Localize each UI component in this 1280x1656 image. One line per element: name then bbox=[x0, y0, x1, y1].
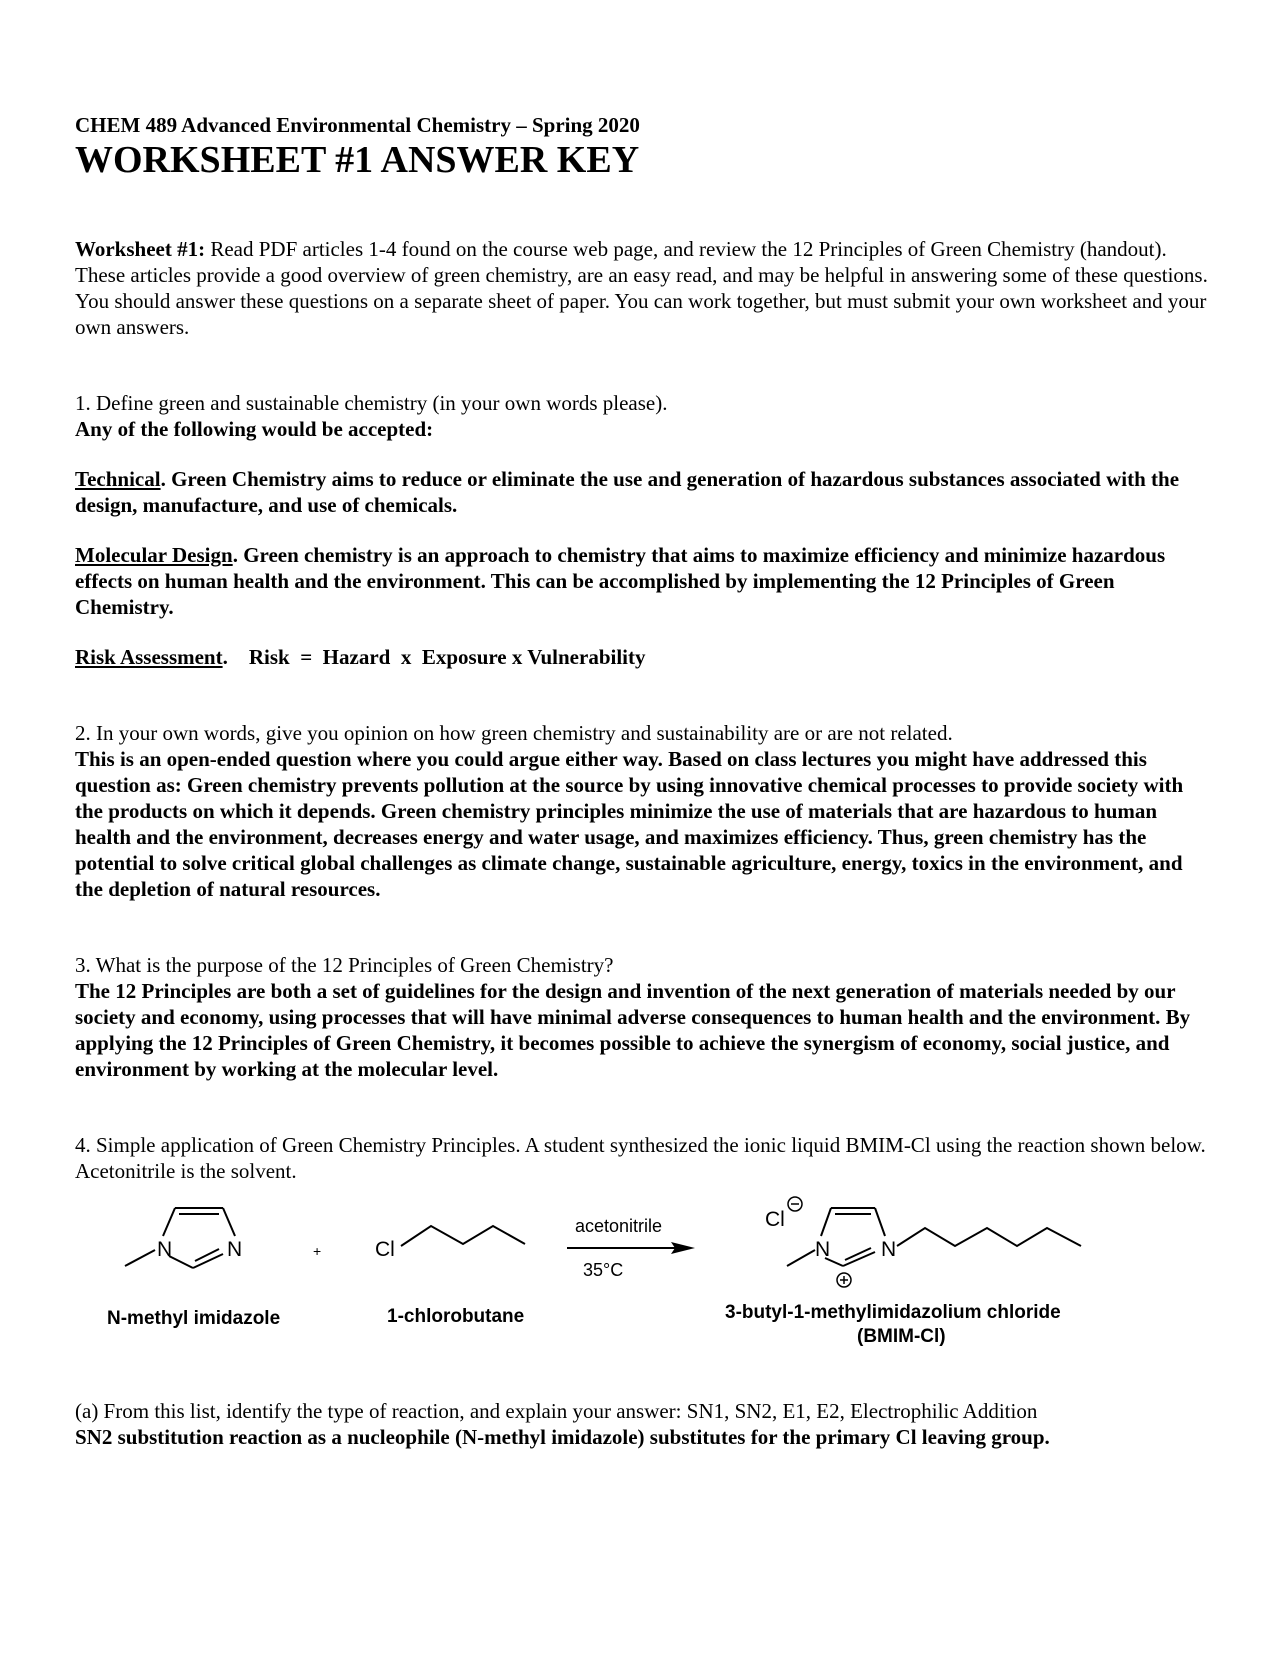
q4a-answer: SN2 substitution reaction as a nucleophile (N-methyl imidazole) substitutes for the primary Cl leaving group. bbox=[75, 1425, 1050, 1449]
plus-charge-icon bbox=[837, 1273, 851, 1287]
temperature-label: 35°C bbox=[583, 1260, 624, 1280]
technical-label: Technical bbox=[75, 467, 161, 491]
product-name: 3-butyl-1-methylimidazolium chloride bbox=[725, 1302, 1061, 1323]
q3-answer: The 12 Principles are both a set of guidelines for the design and invention of the next generation of materials needed by our society and economy, using processes that will have minimal adverse consequences to human health and the environment. By applying the 12 Principles of Green Chemistry, it becomes possible to achieve the synergism of economy, social justice, and environment by working at the molecular level. bbox=[75, 979, 1191, 1081]
minus-charge-icon bbox=[788, 1197, 802, 1211]
intro-text: Read PDF articles 1-4 found on the course web page, and review the 12 Principles of Green Chemistry (handout). These articles provide a good overview of green chemistry, are an easy read, and may be helpful in answering some of these questions. You should answer these questions on a separate sheet of paper. You can work together, but must submit your own worksheet and your own answers. bbox=[75, 237, 1208, 339]
reaction-arrow bbox=[567, 1242, 695, 1254]
reaction-svg bbox=[75, 1184, 1215, 1384]
atom-n-2: N bbox=[227, 1238, 243, 1261]
q1-molecular bbox=[75, 542, 1215, 620]
reactant1-name: N-methyl imidazole bbox=[107, 1308, 281, 1329]
intro-label: Worksheet #1: bbox=[75, 237, 206, 261]
reactant2-name: 1-chlorobutane bbox=[387, 1306, 525, 1327]
molecular-text: . Green chemistry is an approach to chemistry that aims to maximize efficiency and minimize hazardous effects on human health and the environment. This can be accomplished by implementing the 12 Principles of Green Chemistry. bbox=[75, 543, 1166, 619]
n-methyl-imidazole-structure bbox=[125, 1208, 235, 1268]
reaction-scheme bbox=[75, 1184, 1215, 1384]
q2-answer: This is an open-ended question where you could argue either way. Based on class lectures you might have addressed this question as: Green chemistry prevents pollution at the source by using innovative chemical processes to provide society with the products on which it depends. Green chemistry principles minimize the use of materials that are hazardous to human health and the environment, decreases energy and water usage, and maximizes efficiency. Thus, green chemistry has the potential to solve critical global challenges as climate change, sustainable agriculture, energy, toxics in the environment, and the depletion of natural resources. bbox=[75, 747, 1184, 901]
q1-question: 1. Define green and sustainable chemistry (in your own words please). bbox=[75, 391, 668, 415]
risk-text: . Risk = Hazard x Exposure x Vulnerability bbox=[222, 645, 646, 669]
page-title: WORKSHEET #1 ANSWER KEY bbox=[75, 139, 640, 181]
bmim-ring-structure bbox=[787, 1208, 1081, 1266]
plus-sign: + bbox=[313, 1243, 322, 1259]
q2-question: 2. In your own words, give you opinion on how green chemistry and sustainability are or are not related. bbox=[75, 721, 953, 745]
technical-text: . Green Chemistry aims to reduce or eliminate the use and generation of hazardous substances associated with the design, manufacture, and use of chemicals. bbox=[75, 467, 1180, 517]
q1-technical bbox=[75, 466, 1215, 518]
intro-paragraph bbox=[75, 236, 1215, 340]
q1-lead: Any of the following would be accepted: bbox=[75, 417, 434, 441]
atom-cl-anion: Cl bbox=[765, 1208, 785, 1231]
atom-n-1: N bbox=[157, 1238, 173, 1261]
atom-n-product-2: N bbox=[881, 1238, 897, 1261]
product-abbrev: (BMIM-Cl) bbox=[857, 1326, 946, 1347]
atom-cl-reactant: Cl bbox=[375, 1238, 395, 1261]
solvent-label: acetonitrile bbox=[575, 1216, 663, 1236]
worksheet-content bbox=[75, 112, 1215, 1450]
chlorobutane-structure bbox=[401, 1226, 525, 1246]
q4-question: 4. Simple application of Green Chemistry Principles. A student synthesized the ionic liquid BMIM-Cl using the reaction shown below. Acetonitrile is the solvent. bbox=[75, 1133, 1206, 1183]
course-title: CHEM 489 Advanced Environmental Chemistry – Spring 2020 bbox=[75, 113, 640, 137]
q4a-question: (a) From this list, identify the type of reaction, and explain your answer: SN1, SN2, E1, E2, Electrophilic Addition bbox=[75, 1399, 1038, 1423]
risk-label: Risk Assessment bbox=[75, 645, 223, 669]
atom-n-product-1: N bbox=[815, 1238, 831, 1261]
q3-question: 3. What is the purpose of the 12 Principles of Green Chemistry? bbox=[75, 953, 614, 977]
molecular-label: Molecular Design bbox=[75, 543, 233, 567]
q1-risk bbox=[75, 644, 1215, 670]
